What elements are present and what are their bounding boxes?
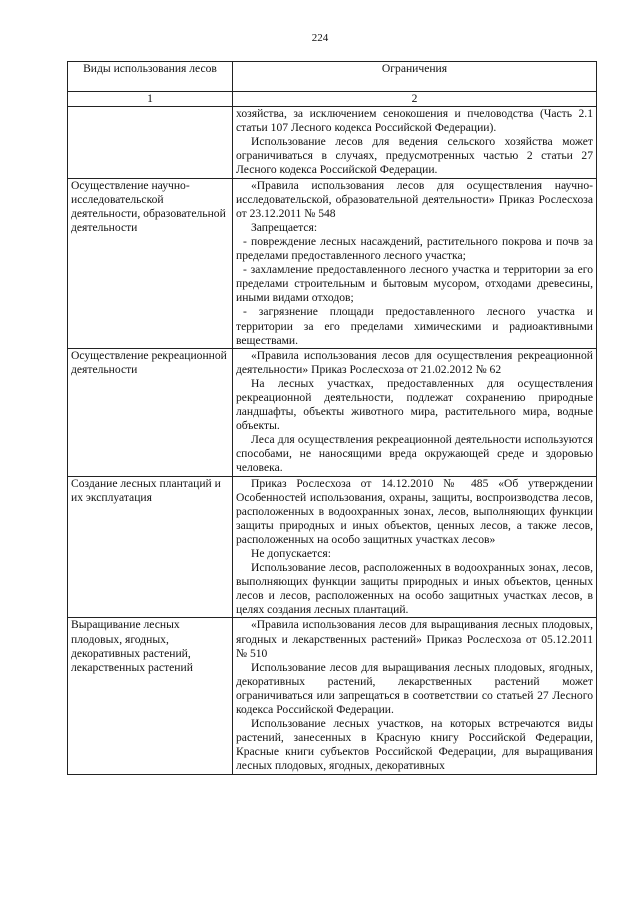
header-restrictions: Ограничения (233, 62, 597, 92)
restriction-item: - повреждение лесных насаждений, растительного покрова и почв за пределами предоставленного лесного участка; (236, 234, 593, 263)
restriction-item: - захламление предоставленного лесного участка и территории за его пределами строительным и бытовым мусором, отходами древесины, иными видами отходов; (236, 263, 593, 305)
restriction-paragraph: Использование лесов, расположенных в водоохранных зонах, лесов, выполняющих функции защиты природных и иных объектов, ценных лесов и лесов, расположенных на особо защитных участках лесов, в целях создания лесных плантаций. (236, 561, 593, 617)
restriction-paragraph: Использование лесов для ведения сельского хозяйства может ограничиваться в случаях, предусмотренных частью 2 статьи 27 Лесного кодекса Российской Федерации. (236, 135, 593, 177)
regulation-reference: «Правила использования лесов для осуществления рекреационной деятельности» Приказ Рослесхоза от 21.02.2012 № 62 (236, 348, 593, 376)
restriction-item: - загрязнение площади предоставленного лесного участка и территории за его пределами химическими и радиоактивными веществами. (236, 305, 593, 347)
restrictions-cell (233, 107, 597, 178)
restriction-paragraph: Использование лесов для выращивания лесных плодовых, ягодных, декоративных растений, лекарственных растений может ограничиваться или запрещаться в соответствии со статьей 27 Лесного кодекса Российской Федерации. (236, 660, 593, 717)
table-row (68, 618, 597, 774)
page-number: 224 (311, 32, 329, 44)
table-row (68, 178, 597, 348)
regulation-reference: «Правила использования лесов для выращивания лесных плодовых, ягодных и лекарственных растений» Приказ Рослесхоза от 05.12.2011 № 510 (236, 618, 593, 660)
restrictions-cell (233, 476, 597, 618)
restriction-paragraph: Использование лесных участков, на которых встречаются виды растений, занесенных в Красную книгу Российской Федерации, Красные книги субъектов Российской Федерации, для выращивания лесных плодовых, ягодных, декоративных (236, 717, 593, 773)
restrictions-cell (233, 178, 597, 348)
column-number-1: 1 (68, 92, 233, 107)
restriction-paragraph: Леса для осуществления рекреационной деятельности используются способами, не наносящими вреда окружающей среде и здоровью человека. (236, 433, 593, 475)
regulation-reference: Приказ Рослесхоза от 14.12.2010 № 485 «Об утверждении Особенностей использования, охраны, защиты, воспроизводства лесов, расположенных в водоохранных зонах, лесов, выполняющих функции защиты природных и иных объектов, ценных лесов, а также лесов, расположенных на особо защитных участках лесов» (236, 476, 593, 546)
restrictions-cell (233, 618, 597, 774)
table-row (68, 107, 597, 178)
restriction-paragraph: Не допускается: (251, 547, 331, 560)
forest-use-type (68, 107, 233, 178)
forest-use-type: Осуществление рекреационной деятельности (68, 348, 233, 476)
column-numbering-row (68, 92, 597, 107)
regulation-reference: «Правила использования лесов для осуществления научно-исследовательской, образовательной деятельности» Приказ Рослесхоза от 23.12.2011 № 548 (236, 178, 593, 220)
forest-use-type: Выращивание лесных плодовых, ягодных, декоративных растений, лекарственных растений (68, 618, 233, 774)
forest-use-type: Осуществление научно-исследовательской деятельности, образовательной деятельности (68, 178, 233, 348)
restrictions-table (67, 61, 597, 775)
restriction-paragraph: хозяйства, за исключением сенокошения и пчеловодства (Часть 2.1 статьи 107 Лесного кодекса Российской Федерации). (236, 107, 593, 135)
restrictions-cell (233, 348, 597, 476)
table-row (68, 476, 597, 618)
forest-use-type: Создание лесных плантаций и их эксплуатация (68, 476, 233, 618)
column-number-2: 2 (233, 92, 597, 107)
restriction-paragraph: Запрещается: (251, 220, 318, 234)
table-row (68, 348, 597, 476)
header-forest-use-types: Виды использования лесов (68, 62, 233, 92)
table-header-row (68, 62, 597, 92)
restriction-paragraph: На лесных участках, предоставленных для осуществления рекреационной деятельности, подлежат сохранению природные ландшафты, объекты животного мира, растительного мира, водные объекты. (236, 376, 593, 433)
